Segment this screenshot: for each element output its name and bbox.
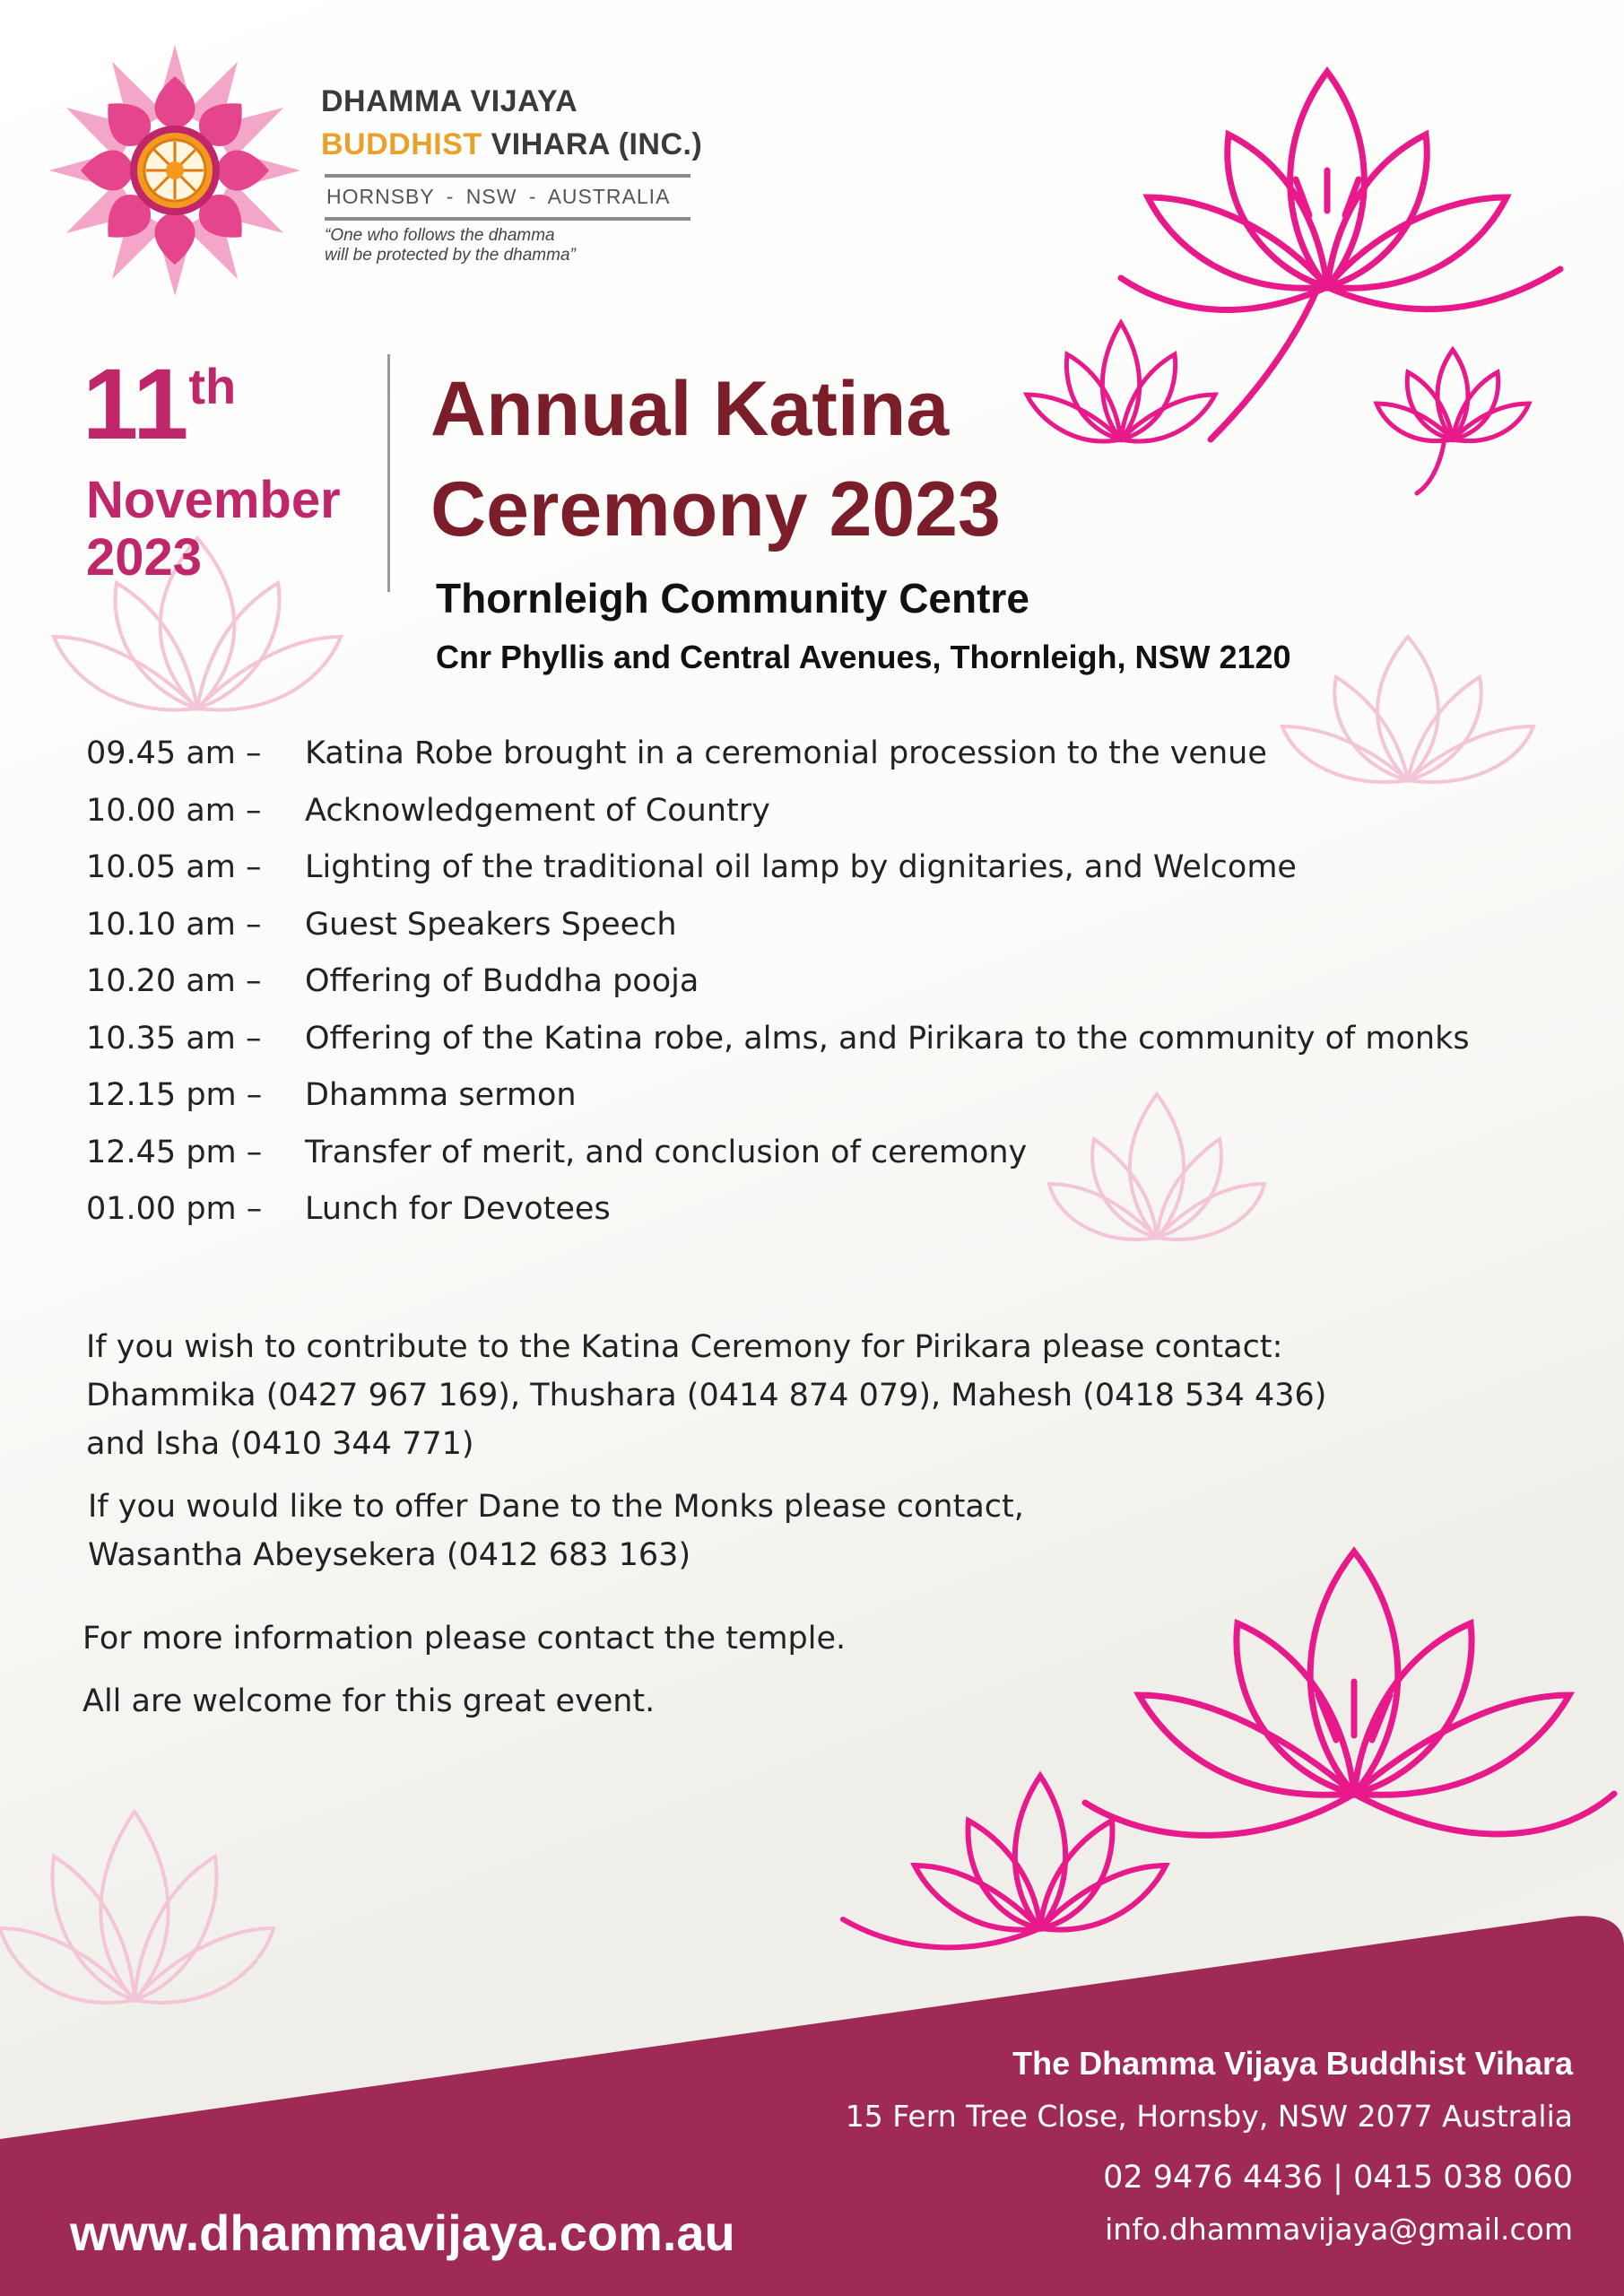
contribute-line3: and Isha (0410 344 771) [86,1426,474,1462]
info-paragraph [83,1607,846,1733]
schedule-row [86,907,1539,964]
footer-phone[interactable]: 02 9476 4436 | 0415 038 060 [1103,2160,1573,2196]
schedule-time: 10.00 am – [86,792,262,829]
event-month: November [86,471,341,529]
schedule-desc: Lighting of the traditional oil lamp by dignitaries, and Welcome [305,849,1297,885]
schedule-row [86,793,1539,850]
schedule-row [86,963,1539,1021]
info-line1: For more information please contact the temple. [83,1621,847,1657]
header-rule-top [325,174,690,178]
event-title [430,359,1238,560]
schedule-desc: Dhamma sermon [305,1077,577,1113]
motto-line1: “One who follows the dhamma [325,226,555,245]
schedule-desc: Guest Speakers Speech [305,906,677,943]
schedule-row [86,735,1539,793]
schedule-desc: Katina Robe brought in a ceremonial procession to the venue [305,735,1267,771]
dane-line1: If you would like to offer Dane to the Monks please contact, [88,1489,1024,1525]
footer-address: 15 Fern Tree Close, Hornsby, NSW 2077 Australia [845,2099,1573,2134]
schedule-row [86,1191,1539,1248]
schedule-row [86,1077,1539,1135]
website-link[interactable]: www.dhammavijaya.com.au [70,2205,735,2261]
venue-address: Cnr Phyllis and Central Avenues, Thornleigh, NSW 2120 [436,639,1291,675]
schedule-desc: Offering of Buddha pooja [305,963,699,999]
header-rule-bottom [325,217,690,221]
schedule-desc: Acknowledgement of Country [305,792,770,829]
schedule-desc: Offering of the Katina robe, alms, and Pirikara to the community of monks [305,1020,1470,1057]
schedule-time: 10.05 am – [86,849,262,885]
date-divider [387,354,390,592]
footer-email-link[interactable]: info.dhammavijaya@gmail.com [1105,2212,1573,2247]
motto-line2: will be protected by the dhamma” [325,246,576,265]
motto [325,226,701,265]
day-suffix: th [188,358,237,414]
day-number: 11 [83,348,189,460]
schedule-desc: Lunch for Devotees [305,1191,611,1227]
event-day [83,348,237,460]
schedule-time: 10.20 am – [86,963,262,999]
schedule-time: 12.15 pm – [86,1077,263,1113]
event-year: 2023 [86,528,203,587]
contribute-line1: If you wish to contribute to the Katina Ceremony for Pirikara please contact: [86,1329,1283,1365]
contribute-paragraph [86,1323,1326,1468]
event-month-year [86,472,341,587]
schedule-row [86,1021,1539,1078]
dane-paragraph [88,1483,1024,1579]
schedule-time: 09.45 am – [86,735,262,771]
contribute-line2: Dhammika (0427 967 169), Thushara (0414 874 079), Mahesh (0418 534 436) [86,1378,1327,1413]
location-line: HORNSBY - NSW - AUSTRALIA [326,185,671,208]
schedule-time: 10.35 am – [86,1020,262,1057]
schedule-time: 01.00 pm – [86,1191,263,1227]
org-name-line1: DHAMMA VIJAYA [321,84,578,118]
schedule-time: 10.10 am – [86,906,262,943]
org-name-accent: BUDDHIST [321,127,482,161]
vihara-logo [49,40,300,300]
venue-name: Thornleigh Community Centre [436,575,1029,622]
schedule-row [86,849,1539,907]
schedule-desc: Transfer of merit, and conclusion of ceremony [305,1134,1028,1170]
org-name-line2 [321,127,702,162]
schedule-time: 12.45 pm – [86,1134,263,1170]
info-line2: All are welcome for this great event. [83,1683,656,1719]
schedule-row [86,1135,1539,1192]
org-name-rest: VIHARA (INC.) [482,127,703,161]
footer-org-name: The Dhamma Vijaya Buddhist Vihara [1012,2045,1573,2082]
dane-line2: Wasantha Abeysekera (0412 683 163) [88,1537,691,1573]
event-title-line2: Ceremony 2023 [430,466,1001,552]
event-title-line1: Annual Katina [430,366,950,452]
schedule-list [86,735,1539,1248]
